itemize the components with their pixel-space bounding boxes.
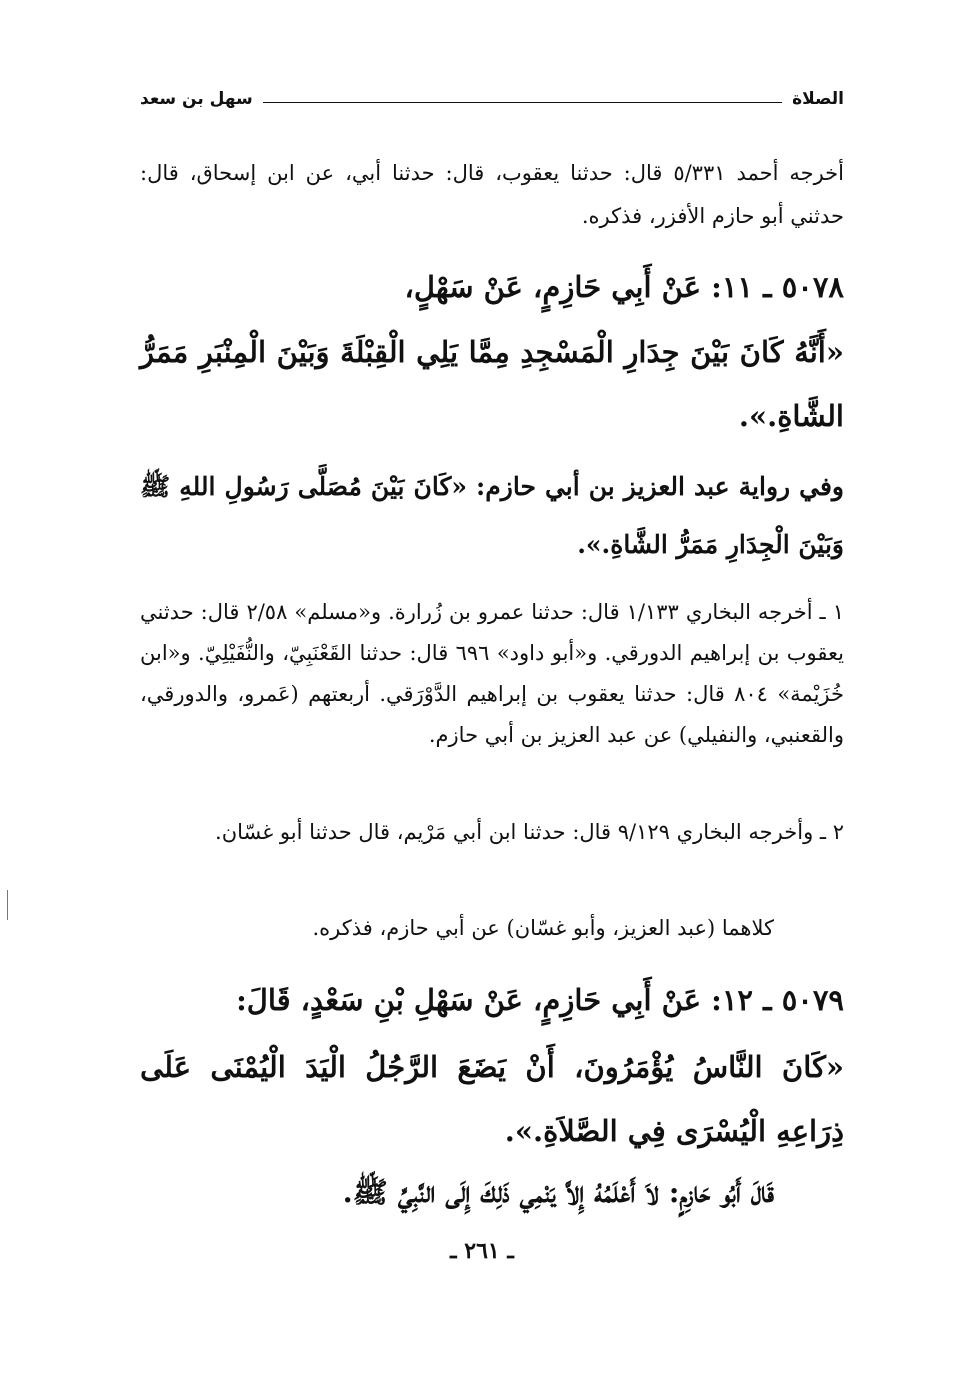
margin-mark xyxy=(7,890,8,920)
running-header xyxy=(140,84,844,114)
source-paragraph-1: أخرجه أحمد ٥/٣٣١ قال: حدثنا يعقوب، قال: حدثنا أبي، عن ابن إسحاق، قال: حدثني أبو حازم الأفزر، فذكره. xyxy=(140,161,844,228)
hadith-5079-isnad: ٥٠٧٩ ـ ١٢: عَنْ أَبِي حَازِمٍ، عَنْ سَهْلِ بْنِ سَعْدٍ، قَالَ: xyxy=(236,983,844,1017)
hadith-5078-isnad: ٥٠٧٨ ـ ١١: عَنْ أَبِي حَازِمٍ، عَنْ سَهْلٍ، xyxy=(404,270,844,304)
narrator-title: سهل بن سعد xyxy=(140,89,253,109)
footnote-1: ١ ـ أخرجه البخاري ١/١٣٣ قال: حدثنا عمرو بن زُرارة. و«مسلم» ٢/٥٨ قال: حدثني يعقوب بن إبراهيم الدورقي. و«أبو داود» ٦٩٦ قال: حدثنا القَعْنَبِيّ، والنُّفَيْلِيّ. و«ابن خُزَيْمة» ٨٠٤ قال: حدثنا يعقوب بن إبراهيم الدَّوْرَقي. أربعتهم (عَمرو، والدورقي، والقعنبي، والنفيلي) عن عبد العزيز بن أبي حازم. xyxy=(140,600,844,747)
hadith-5078-matn: «أَنَّهُ كَانَ بَيْنَ جِدَارِ الْمَسْجِدِ مِمَّا يَلِي الْقِبْلَةَ وَبَيْنَ الْمِنْبَرِ مَمَرُّ الشَّاةِ.». xyxy=(140,335,844,433)
kilahuma-paragraph: كلاهما (عبد العزيز، وأبو غسّان) عن أبي حازم، فذكره. xyxy=(312,916,774,940)
hadith-5079-qal: قَالَ أَبُو حَازِمٍ: لاَ أَعْلَمُهُ إِلاَّ يَنْمِي ذَلِكَ إِلَى النَّبِيِّ ﷺ. xyxy=(342,1175,774,1209)
footnote-2: ٢ ـ وأخرجه البخاري ٩/١٢٩ قال: حدثنا ابن أبي مَرْيم، قال حدثنا أبو غسّان. xyxy=(215,820,844,844)
page-number: ـ ٢٦١ ـ xyxy=(450,1238,514,1264)
chapter-title: الصلاة xyxy=(792,89,844,109)
riwaya-paragraph: وفي رواية عبد العزيز بن أبي حازم: «كَانَ بَيْنَ مُصَلَّى رَسُولِ اللهِ ﷺ وَبَيْنَ الْجِدَارِ مَمَرُّ الشَّاةِ.». xyxy=(140,472,844,559)
header-rule xyxy=(263,102,782,103)
hadith-5079-matn: «كَانَ النَّاسُ يُؤْمَرُونَ، أَنْ يَضَعَ الرَّجُلُ الْيَدَ الْيُمْنَى عَلَى ذِرَاعِهِ الْيُسْرَى فِي الصَّلاَةِ.». xyxy=(140,1050,844,1148)
